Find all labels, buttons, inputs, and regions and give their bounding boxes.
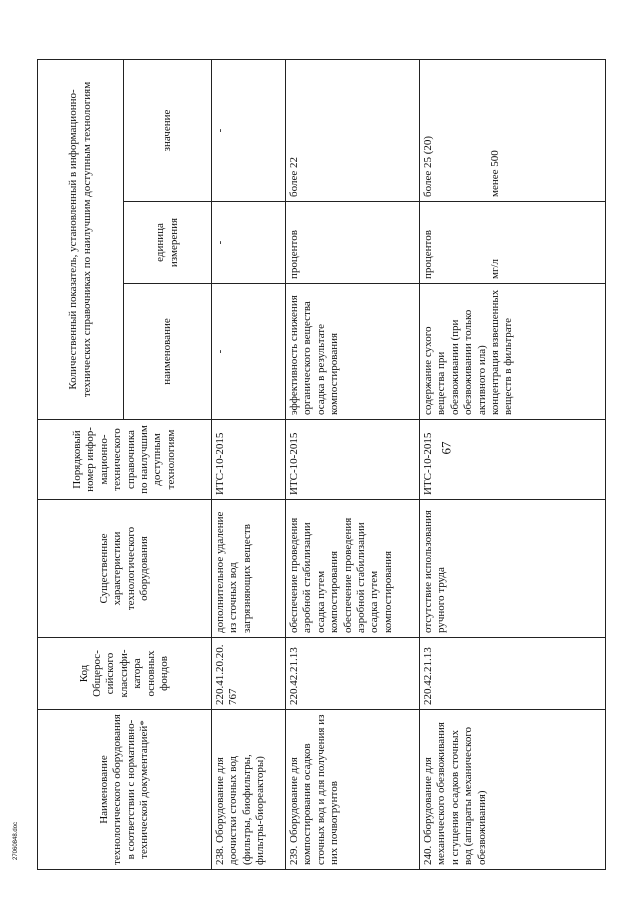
header-indicator-group: Количественный показатель, установленный в информационно-технических справочниках по наилучшим доступным технологиям [38,60,124,420]
cell-indicator-name: - [212,284,286,420]
row-number: 240. [422,845,434,865]
cell-characteristics: отсутствие использования ручного труда [420,500,606,638]
cell-its: ИТС-10-2015 [420,420,606,500]
cell-indicator-value: - [212,60,286,202]
cell-its: ИТС-10-2015 [212,420,286,500]
header-code: Код Общерос-сийского классифи-катора основных фондов [38,638,212,710]
row-number: 238. [214,845,226,865]
cell-code: 220.42.21.13 [420,638,606,710]
cell-code: 220.41.20.20.767 [212,638,286,710]
cell-its: ИТС-10-2015 [286,420,420,500]
cell-characteristics: обеспечение проведения аэробной стабилизации осадка путем компостирования обеспечение проведения аэробной стабилизации осадка путем компостирования [286,500,420,638]
header-its-number: Порядковый номер инфор-мационно-технического справочника по наилучшим доступным технологиям [38,420,212,500]
equipment-table [37,59,606,870]
cell-name [286,710,420,870]
page-number: 67 [438,441,454,455]
cell-indicator-name: эффективность снижения органического вещества осадка в результате компостирования [286,284,420,420]
table-row [212,60,286,870]
header-indicator-unit: единица измерения [124,202,212,284]
footer-text: 27060848.doc [13,821,19,860]
cell-code: 220.42.21.13 [286,638,420,710]
header-name: Наименование технологического оборудования в соответствии с нормативно-технической документацией* [38,710,212,870]
cell-indicator-name: содержание сухого вещества при обезвоживании (при обезвоживании только активного ила) концентрация взвешенных веществ в фильтрате [420,284,606,420]
cell-indicator-value: более 22 [286,60,420,202]
cell-indicator-unit: процентов мг/л [420,202,606,284]
row-name: Оборудование для компостирования осадков сточных вод и для получения из них почвогрунтов [288,714,341,865]
cell-characteristics: дополнительное удаление из сточных вод загрязняющих веществ [212,500,286,638]
cell-indicator-unit: - [212,202,286,284]
header-indicator-name: наименование [124,284,212,420]
cell-name [420,710,606,870]
row-name: Оборудование для механического обезвоживания и сгущения осадков сточных вод (аппараты механического обезвоживания) [422,722,488,865]
cell-indicator-unit: процентов [286,202,420,284]
header-characteristics: Существенные характеристики технологического оборудования [38,500,212,638]
cell-indicator-value: более 25 (20) менее 500 [420,60,606,202]
header-indicator-value: значение [124,60,212,202]
row-number: 239. [288,845,300,865]
table-row [420,60,606,870]
rotated-page [37,60,605,870]
row-name: Оборудование для доочистки сточных вод (фильтры, биофильтры, фильтры-биореакторы) [214,754,267,865]
table-row [286,60,420,870]
cell-name [212,710,286,870]
